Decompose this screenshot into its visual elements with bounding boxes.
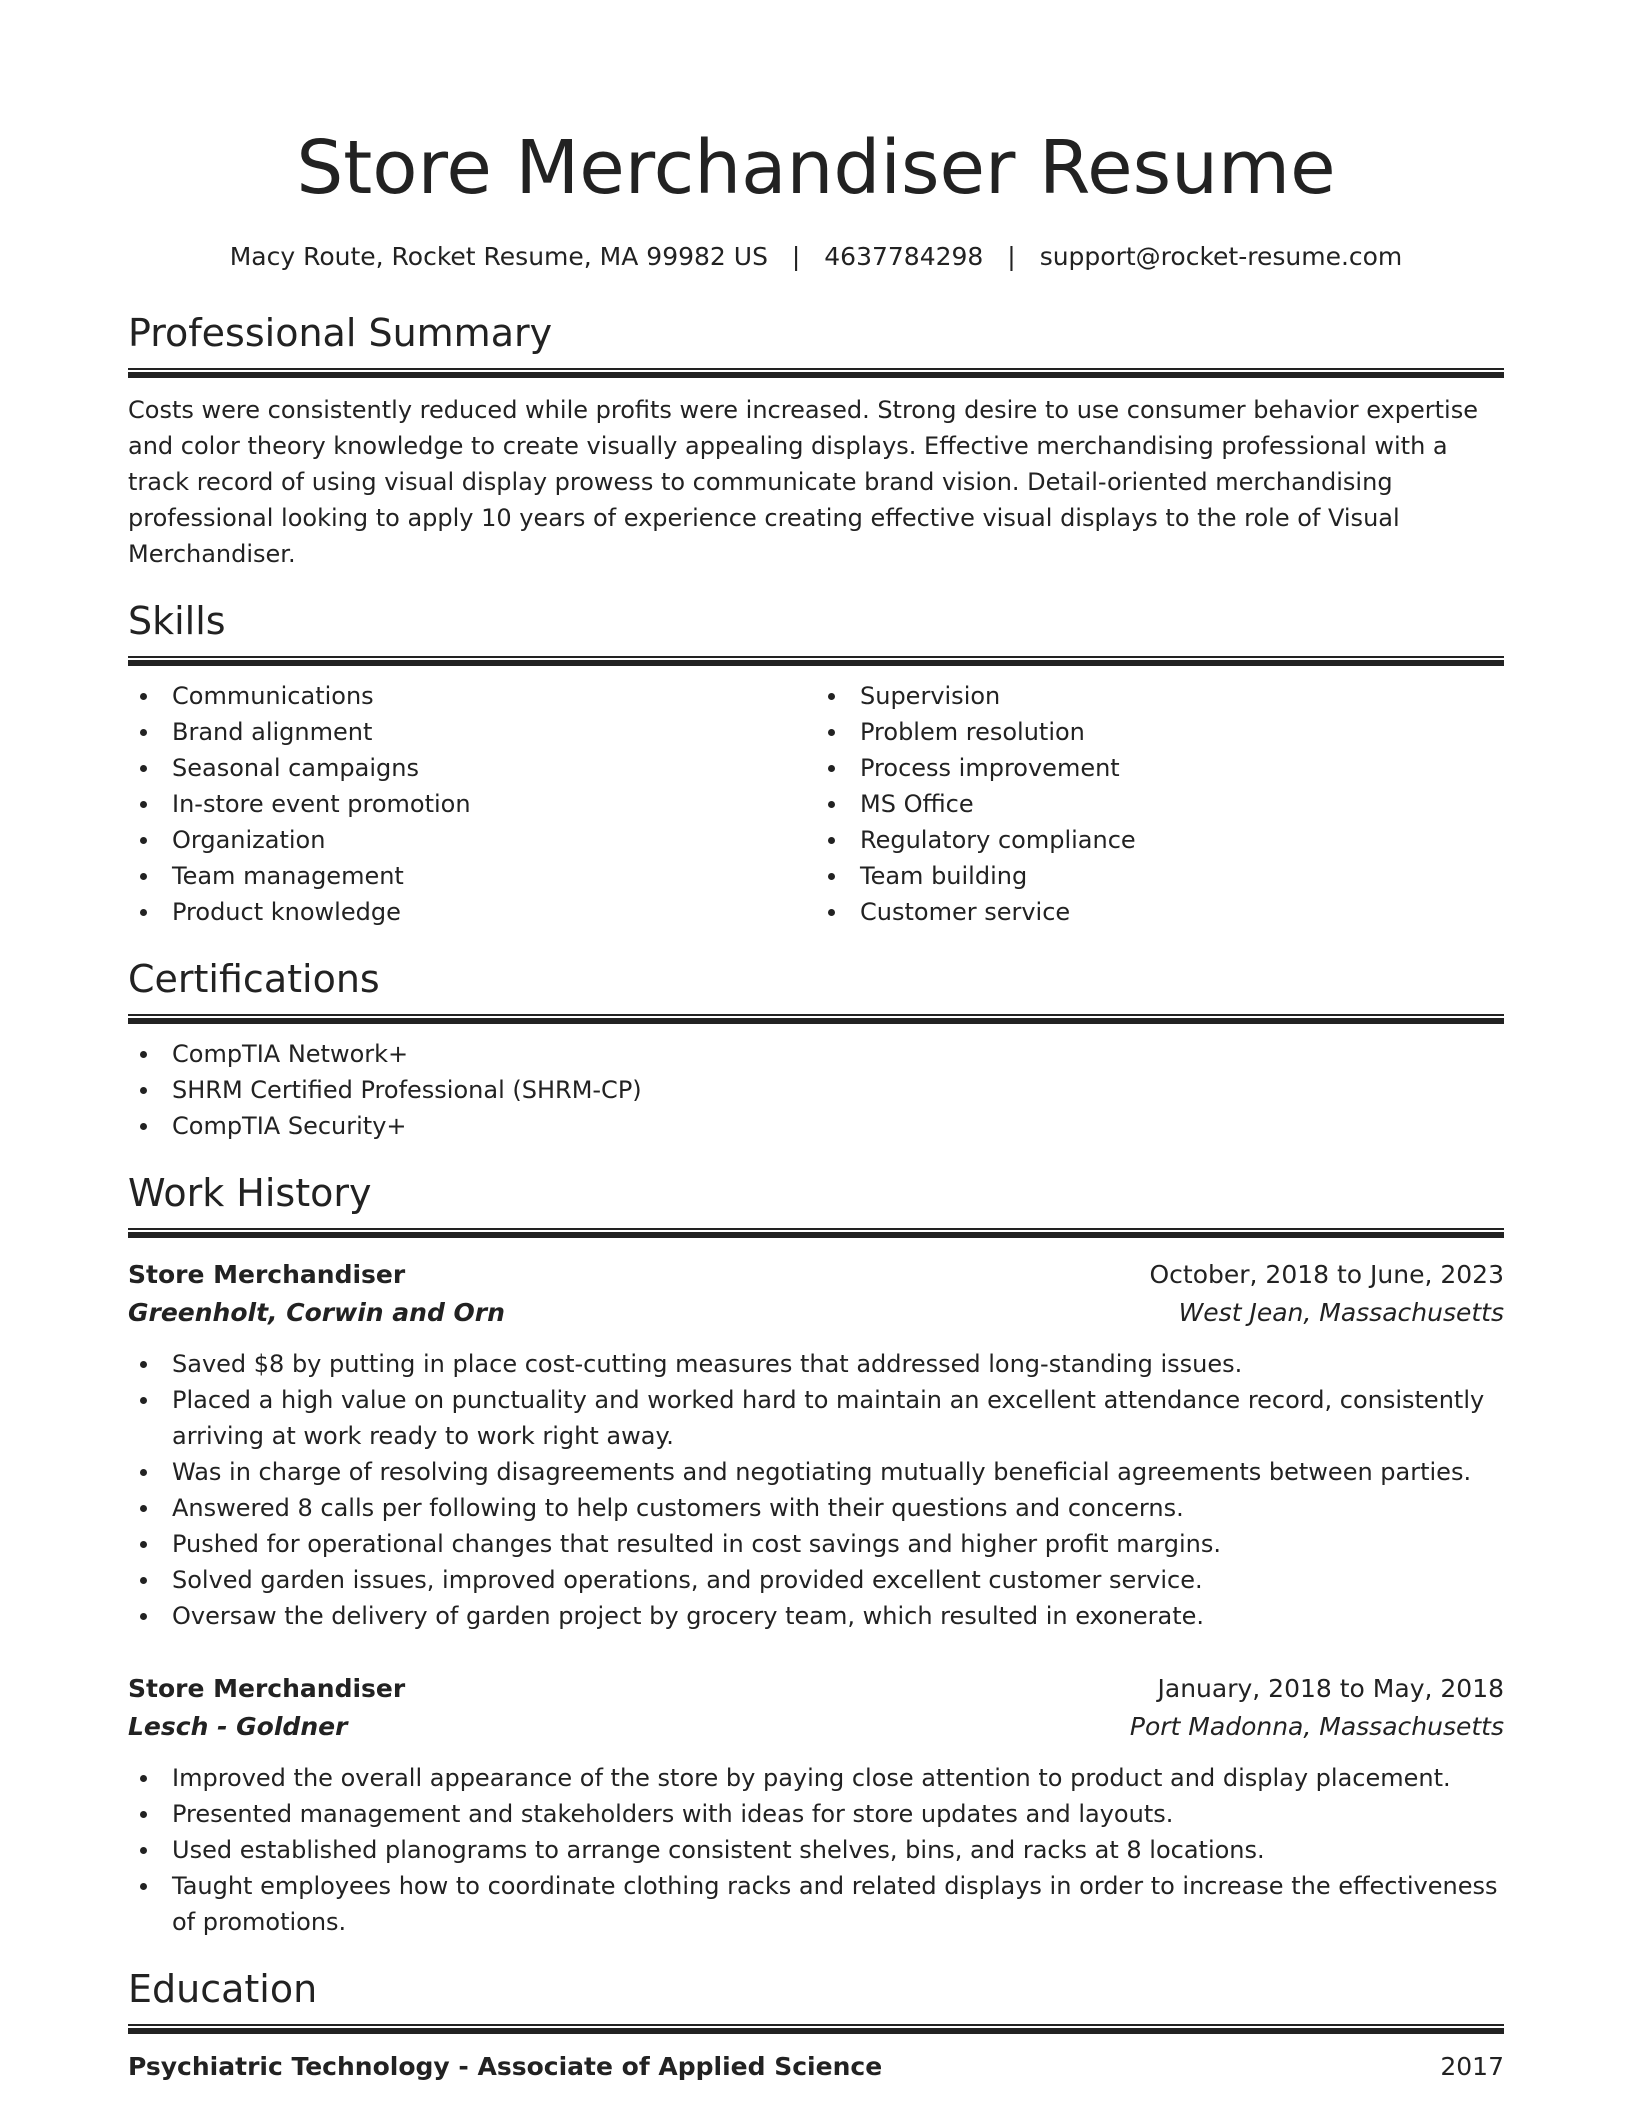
section-divider bbox=[128, 656, 1504, 666]
section-divider bbox=[128, 368, 1504, 378]
job-header-row bbox=[128, 1256, 1504, 1294]
certification-item: CompTIA Network+ bbox=[128, 1036, 1504, 1072]
education-entry bbox=[128, 2048, 1504, 2086]
job-bullet: Taught employees how to coordinate clothing racks and related displays in order to increase the effectiveness of promotions. bbox=[128, 1868, 1504, 1940]
job-company-row bbox=[128, 1294, 1504, 1332]
job-entry bbox=[128, 1670, 1504, 1940]
contact-line bbox=[128, 240, 1504, 274]
job-bullet: Answered 8 calls per following to help customers with their questions and concerns. bbox=[128, 1490, 1504, 1526]
section-divider bbox=[128, 1014, 1504, 1024]
contact-address: Macy Route, Rocket Resume, MA 99982 US bbox=[229, 242, 768, 271]
contact-separator: | bbox=[791, 242, 801, 271]
skills-list-left bbox=[128, 678, 816, 930]
summary-text: Costs were consistently reduced while profits were increased. Strong desire to use consumer behavior expertise and color theory knowledge to create visually appealing displays. Effective merchandising professional with a track record of using visual display prowess to communicate brand vision. Detail-oriented merchandising professional looking to apply 10 years of experience creating effective visual displays to the role of Visual Merchandiser. bbox=[128, 396, 1478, 568]
job-title: Store Merchandiser bbox=[128, 1674, 406, 1703]
section-heading-summary: Professional Summary bbox=[128, 311, 553, 355]
job-bullets bbox=[128, 1760, 1504, 1940]
job-header-row bbox=[128, 1670, 1504, 1708]
skill-item: Brand alignment bbox=[128, 714, 816, 750]
skill-item: In-store event promotion bbox=[128, 786, 816, 822]
job-dates: October, 2018 to June, 2023 bbox=[1149, 1260, 1504, 1289]
skill-item: Problem resolution bbox=[816, 714, 1504, 750]
education-degree: Psychiatric Technology - Associate of Applied Science bbox=[128, 2052, 883, 2081]
section-heading-certifications: Certifications bbox=[128, 957, 380, 1001]
section-heading-skills: Skills bbox=[128, 599, 226, 643]
skill-item: Customer service bbox=[816, 894, 1504, 930]
section-divider bbox=[128, 2024, 1504, 2034]
skills-list-right bbox=[816, 678, 1504, 930]
job-bullet: Oversaw the delivery of garden project by grocery team, which resulted in exonerate. bbox=[128, 1598, 1504, 1634]
certifications-section bbox=[128, 954, 1504, 1144]
section-divider bbox=[128, 1228, 1504, 1238]
job-company-row bbox=[128, 1708, 1504, 1746]
skill-item: Team management bbox=[128, 858, 816, 894]
job-dates: January, 2018 to May, 2018 bbox=[1157, 1674, 1504, 1703]
job-bullet: Used established planograms to arrange consistent shelves, bins, and racks at 8 locations. bbox=[128, 1832, 1504, 1868]
certifications-list bbox=[128, 1036, 1504, 1144]
job-bullet: Presented management and stakeholders with ideas for store updates and layouts. bbox=[128, 1796, 1504, 1832]
section-heading-education: Education bbox=[128, 1967, 318, 2011]
work-history-section bbox=[128, 1168, 1504, 1940]
job-company: Lesch - Goldner bbox=[128, 1712, 348, 1741]
skill-item: Product knowledge bbox=[128, 894, 816, 930]
job-bullet: Was in charge of resolving disagreements and negotiating mutually beneficial agreements between parties. bbox=[128, 1454, 1504, 1490]
skill-item: Organization bbox=[128, 822, 816, 858]
certification-item: CompTIA Security+ bbox=[128, 1108, 1504, 1144]
skill-item: Communications bbox=[128, 678, 816, 714]
skill-item: Team building bbox=[816, 858, 1504, 894]
skill-item: MS Office bbox=[816, 786, 1504, 822]
summary-section bbox=[128, 308, 1504, 572]
job-bullet: Pushed for operational changes that resulted in cost savings and higher profit margins. bbox=[128, 1526, 1504, 1562]
contact-phone: 4637784298 bbox=[824, 242, 984, 271]
job-bullet: Improved the overall appearance of the store by paying close attention to product and display placement. bbox=[128, 1760, 1504, 1796]
job-location: Port Madonna, Massachusetts bbox=[1129, 1712, 1504, 1741]
job-company: Greenholt, Corwin and Orn bbox=[128, 1298, 505, 1327]
job-bullet: Placed a high value on punctuality and worked hard to maintain an excellent attendance record, consistently arriving at work ready to work right away. bbox=[128, 1382, 1504, 1454]
job-location: West Jean, Massachusetts bbox=[1178, 1298, 1504, 1327]
certification-item: SHRM Certified Professional (SHRM-CP) bbox=[128, 1072, 1504, 1108]
contact-separator: | bbox=[1007, 242, 1016, 271]
job-bullets bbox=[128, 1346, 1504, 1634]
contact-email: support@rocket-resume.com bbox=[1039, 242, 1403, 271]
education-year: 2017 bbox=[1440, 2052, 1504, 2081]
skills-columns bbox=[128, 666, 1504, 930]
job-entry bbox=[128, 1256, 1504, 1634]
job-title: Store Merchandiser bbox=[128, 1260, 406, 1289]
skill-item: Regulatory compliance bbox=[816, 822, 1504, 858]
page-title: Store Merchandiser Resume bbox=[296, 125, 1336, 211]
job-bullet: Saved $8 by putting in place cost-cutting measures that addressed long-standing issues. bbox=[128, 1346, 1504, 1382]
section-heading-work-history: Work History bbox=[128, 1171, 372, 1215]
skill-item: Process improvement bbox=[816, 750, 1504, 786]
job-bullet: Solved garden issues, improved operations, and provided excellent customer service. bbox=[128, 1562, 1504, 1598]
education-section bbox=[128, 1964, 1504, 2086]
skills-section bbox=[128, 596, 1504, 930]
skill-item: Seasonal campaigns bbox=[128, 750, 816, 786]
skill-item: Supervision bbox=[816, 678, 1504, 714]
